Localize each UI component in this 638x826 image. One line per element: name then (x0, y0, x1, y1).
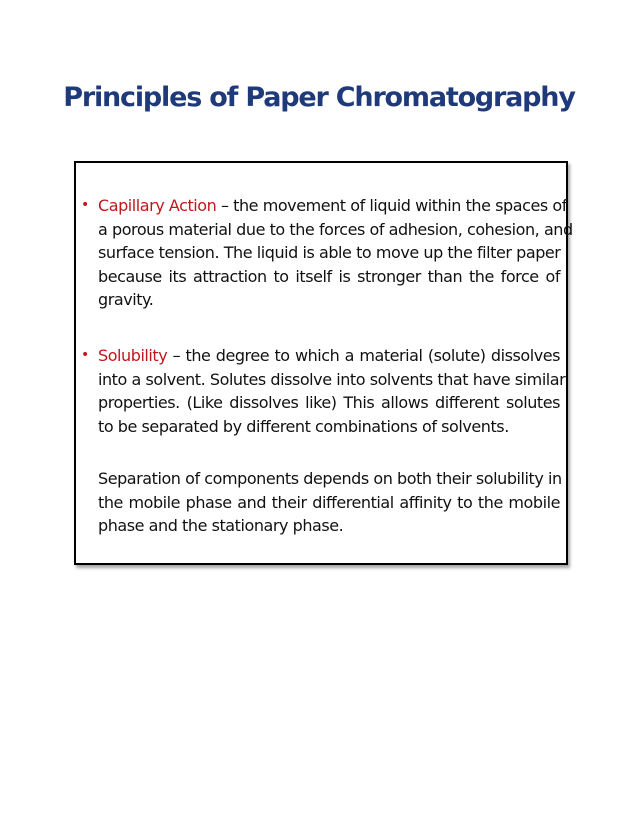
content-box (74, 161, 573, 565)
bullet-line: gravity. (98, 290, 154, 309)
paragraph-line: the mobile phase and their differential affinity to the mobile (98, 492, 560, 512)
term-solubility: Solubility (98, 346, 168, 365)
closing-paragraph (98, 467, 560, 538)
bullet-line: properties. (Like dissolves like) This allows different solutes (98, 393, 560, 412)
term-capillary-action: Capillary Action (98, 196, 217, 215)
bullet-line: into a solvent. Solutes dissolve into solvents that have similar (98, 369, 566, 389)
bullet-dot-icon: • (81, 347, 89, 363)
bullet-line: a porous material due to the forces of adhesion, cohesion, and (98, 219, 573, 239)
bullet-line (98, 194, 567, 218)
bullet-item-solubility (81, 344, 566, 438)
bullet-line: surface tension. The liquid is able to move up the filter paper (98, 243, 561, 262)
paragraph-line: Separation of components depends on both their solubility in (98, 469, 562, 488)
paragraph-line: phase and the stationary phase. (98, 516, 344, 535)
bullet-line: because its attraction to itself is stronger than the force of (98, 266, 560, 286)
definition-text: – the movement of liquid within the spaces of (216, 196, 567, 215)
bullet-line: to be separated by different combinations of solvents. (98, 416, 509, 436)
bullet-line (98, 344, 560, 368)
page-title: Principles of Paper Chromatography (63, 82, 575, 113)
definition-text: – the degree to which a material (solute) dissolves (167, 346, 560, 365)
bullet-dot-icon: • (81, 197, 89, 213)
bullet-item-capillary-action (81, 194, 573, 312)
